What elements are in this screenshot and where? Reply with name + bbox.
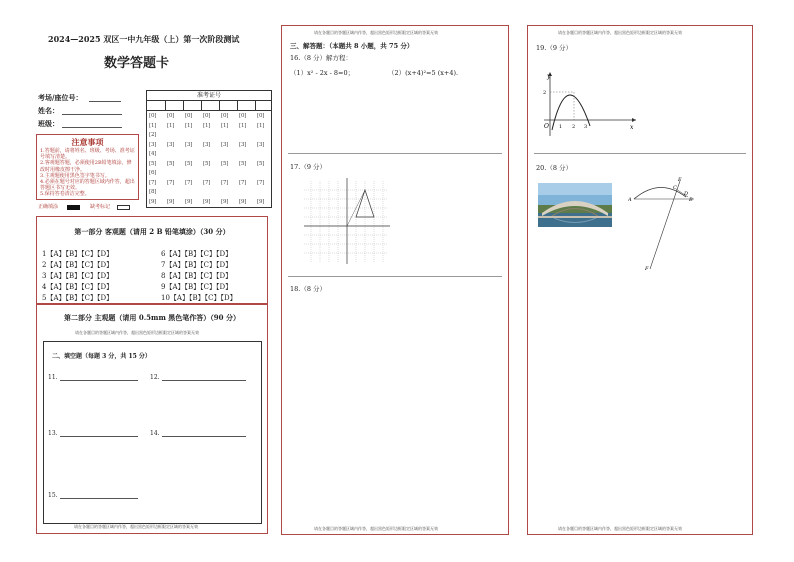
exam-id-digit-bubble[interactable]: [5] [257, 160, 265, 167]
exam-id-digit-bubble[interactable]: [7] [257, 179, 265, 186]
exam-id-digit-bubble[interactable]: [0] [257, 113, 265, 119]
class-label: 班级： [38, 119, 59, 128]
mc-question-3[interactable]: 3【A】【B】【C】【D】 [42, 272, 114, 280]
y-axis-label: y [547, 73, 551, 80]
exam-id-digit-bubble[interactable]: [3] [167, 141, 175, 148]
exam-id-digit-bubble[interactable]: [9] [167, 198, 175, 205]
col2-footer-note: 请在各题目的答题区域内作答，超出黑色矩形边框限定区域的答案无效 [314, 526, 438, 531]
q17-title: 17.（9 分） [290, 163, 327, 171]
col3-footer-note: 请在各题目的答题区域内作答，超出黑色矩形边框限定区域的答案无效 [558, 526, 682, 531]
exam-id-digit-bubble[interactable]: [7] [167, 179, 175, 186]
exam-id-digit-bubble[interactable]: [5] [185, 160, 193, 167]
exam-id-digit-bubble[interactable]: [5] [167, 160, 175, 167]
q16-title: 16.（8 分）解方程： [290, 54, 353, 62]
exam-id-digit-bubble[interactable]: [7] [203, 179, 211, 186]
exam-id-digit-bubble[interactable]: [2] [149, 132, 157, 138]
q15-answer-line[interactable] [60, 498, 138, 499]
exam-id-digit-bubble[interactable]: [3] [221, 141, 229, 148]
exam-id-grid[interactable] [146, 90, 272, 208]
q14-label: 14. [150, 430, 160, 437]
exam-id-digit-bubble[interactable]: [9] [185, 198, 193, 205]
fill-blank-title: 二、填空题（每题 3 分，共 15 分） [52, 353, 151, 360]
exam-id-digit-bubble[interactable]: [0] [239, 113, 247, 119]
origin-label: O [544, 123, 549, 130]
q17-coordinate-grid [302, 176, 392, 266]
q13-label: 13. [48, 430, 58, 437]
q19-divider [534, 153, 746, 154]
exam-id-digit-bubble[interactable]: [3] [239, 141, 247, 148]
q11-answer-line[interactable] [60, 380, 138, 381]
exam-title: 2024—2025 双区一中九年级（上）第一次阶段测试 [48, 34, 240, 44]
q16-part2: （2）(x+4)²=5 (x+4). [388, 69, 459, 77]
q18-title: 18.（8 分） [290, 285, 327, 293]
q19-parabola-graph [538, 70, 638, 138]
q20-geometry-figure [628, 173, 708, 273]
exam-id-digit-bubble[interactable]: [1] [257, 122, 265, 129]
exam-id-digit-bubble[interactable]: [1] [221, 122, 229, 129]
fill-blank-box [43, 341, 262, 524]
mc-question-1[interactable]: 1【A】【B】【C】【D】 [42, 250, 114, 258]
section3-title: 三、解答题：（本题共 8 小题，共 75 分） [290, 42, 414, 50]
correct-fill-label: 正确填涂 [38, 204, 59, 210]
q20-title: 20.（8 分） [536, 164, 573, 172]
exam-id-digit-bubble[interactable]: [7] [239, 179, 247, 186]
col3-header-note: 请在各题目的答题区域内作答，超出黑色矩形边框限定区域的答案无效 [558, 30, 682, 35]
exam-id-digit-bubble[interactable]: [8] [149, 189, 157, 195]
y-tick-2: 2 [543, 90, 547, 96]
exam-id-digit-bubble[interactable]: [3] [149, 141, 157, 148]
x-tick-2: 2 [572, 124, 576, 130]
notice-line: 4.必须在题号对应的答题区域内作答，超出答题区书写无效。 [40, 179, 135, 192]
x-tick-1: 1 [559, 124, 563, 130]
x-tick-3: 3 [584, 124, 588, 130]
exam-id-digit-bubble[interactable]: [0] [149, 113, 157, 119]
exam-id-title: 准考证号 [147, 91, 271, 101]
room-label: 考场/座位号： [38, 93, 83, 102]
part1-title: 第一部分 客观题（请用 2 B 铅笔填涂）（30 分） [74, 227, 230, 236]
exam-id-digit-bubble[interactable]: [4] [149, 151, 157, 157]
name-label: 姓名： [38, 106, 59, 115]
exam-id-digit-bubble[interactable]: [9] [257, 198, 265, 205]
class-field[interactable] [62, 127, 122, 128]
mc-question-2[interactable]: 2【A】【B】【C】【D】 [42, 261, 114, 269]
notice-line: 1.答题前，请将姓名、班级、考场、准考证号填写清楚。 [40, 148, 135, 161]
point-f-label: F [645, 266, 649, 272]
exam-id-digit-bubble[interactable]: [5] [221, 160, 229, 167]
mc-question-5[interactable]: 5【A】【B】【C】【D】 [42, 294, 114, 302]
part2-box [36, 304, 268, 534]
absent-label: 缺考标记 [90, 204, 111, 210]
exam-id-digit-bubble[interactable]: [9] [203, 198, 211, 205]
part2-footer-note: 请在各题目的答题区域内作答，超出黑色矩形边框限定区域的答案无效 [75, 330, 199, 335]
q17-divider [288, 276, 502, 277]
absent-mark-box[interactable] [117, 205, 130, 210]
room-field[interactable] [89, 101, 121, 102]
exam-id-digit-bubble[interactable]: [9] [149, 198, 157, 205]
exam-id-digit-bubble[interactable]: [0] [221, 113, 229, 119]
mc-question-6[interactable]: 6【A】【B】【C】【D】 [161, 250, 233, 258]
name-field[interactable] [62, 114, 122, 115]
exam-id-digit-bubble[interactable]: [9] [239, 198, 247, 205]
part1-box [36, 216, 268, 304]
exam-id-digit-bubble[interactable]: [7] [221, 179, 229, 186]
exam-id-digit-bubble[interactable]: [3] [185, 141, 193, 148]
q14-answer-line[interactable] [162, 436, 246, 437]
exam-id-digit-bubble[interactable]: [7] [185, 179, 193, 186]
q16-divider [288, 153, 502, 154]
col1-footer-note: 请在各题目的答题区域内作答，超出黑色矩形边框限定区域的答案无效 [74, 524, 198, 529]
col2-header-note: 请在各题目的答题区域内作答，超出黑色矩形边框限定区域的答案无效 [314, 30, 438, 35]
exam-id-digit-bubble[interactable]: [1] [239, 122, 247, 129]
exam-id-digit-bubble[interactable]: [0] [203, 113, 211, 119]
mc-question-10[interactable]: 10【A】【B】【C】【D】 [161, 294, 237, 302]
q11-label: 11. [48, 374, 58, 381]
exam-id-digit-bubble[interactable]: [5] [239, 160, 247, 167]
mc-question-8[interactable]: 8【A】【B】【C】【D】 [161, 272, 233, 280]
mc-question-9[interactable]: 9【A】【B】【C】【D】 [161, 283, 233, 291]
exam-id-digit-bubble[interactable]: [0] [185, 113, 193, 119]
q13-answer-line[interactable] [60, 436, 138, 437]
exam-id-digit-bubble[interactable]: [1] [167, 122, 175, 129]
point-b-label: B [689, 197, 693, 203]
notice-line: 3.主观题使用黑色签字笔书写。 [40, 172, 110, 179]
exam-id-digit-bubble[interactable]: [1] [185, 122, 193, 129]
point-c-label: C [673, 185, 677, 191]
exam-id-digit-bubble[interactable]: [3] [203, 141, 211, 148]
q16-part1: （1）x² - 2x - 8=0； [290, 69, 355, 77]
exam-id-digit-bubble[interactable]: [3] [257, 141, 265, 148]
mc-question-4[interactable]: 4【A】【B】【C】【D】 [42, 283, 114, 291]
notice-line: 5.保持答卷清洁完整。 [40, 191, 90, 198]
q15-label: 15. [48, 492, 58, 499]
point-e-label: E [678, 177, 682, 183]
correct-fill-sample [67, 205, 80, 210]
bridge-photo [538, 183, 612, 227]
exam-id-digit-bubble[interactable]: [0] [167, 113, 175, 119]
notice-title: 注意事项 [71, 137, 104, 147]
x-axis-label: x [630, 124, 634, 131]
exam-id-digit-bubble[interactable]: [1] [203, 122, 211, 129]
q12-answer-line[interactable] [162, 380, 246, 381]
notice-box [36, 134, 139, 200]
exam-id-digit-bubble[interactable]: [5] [149, 160, 157, 167]
part2-title: 第二部分 主观题（请用 0.5mm 黑色笔作答）（90 分） [64, 313, 240, 322]
point-d-label: D [684, 191, 689, 197]
exam-id-digit-bubble[interactable]: [9] [221, 198, 229, 205]
q19-title: 19.（9 分） [536, 44, 573, 52]
mc-question-7[interactable]: 7【A】【B】【C】【D】 [161, 261, 233, 269]
notice-line: 2.客观题答题，必须使用2B铅笔填涂，修改时用橡皮擦干净。 [40, 160, 132, 173]
card-title: 数学答题卡 [104, 56, 170, 71]
exam-id-digit-bubble[interactable]: [7] [149, 179, 157, 186]
answer-column-3[interactable] [527, 25, 753, 535]
q12-label: 12. [150, 374, 160, 381]
answer-column-2[interactable] [281, 25, 509, 535]
exam-id-digit-bubble[interactable]: [6] [149, 170, 157, 176]
exam-id-digit-bubble[interactable]: [5] [203, 160, 211, 167]
exam-id-digit-bubble[interactable]: [1] [149, 122, 157, 129]
point-a-label: A [628, 197, 632, 203]
